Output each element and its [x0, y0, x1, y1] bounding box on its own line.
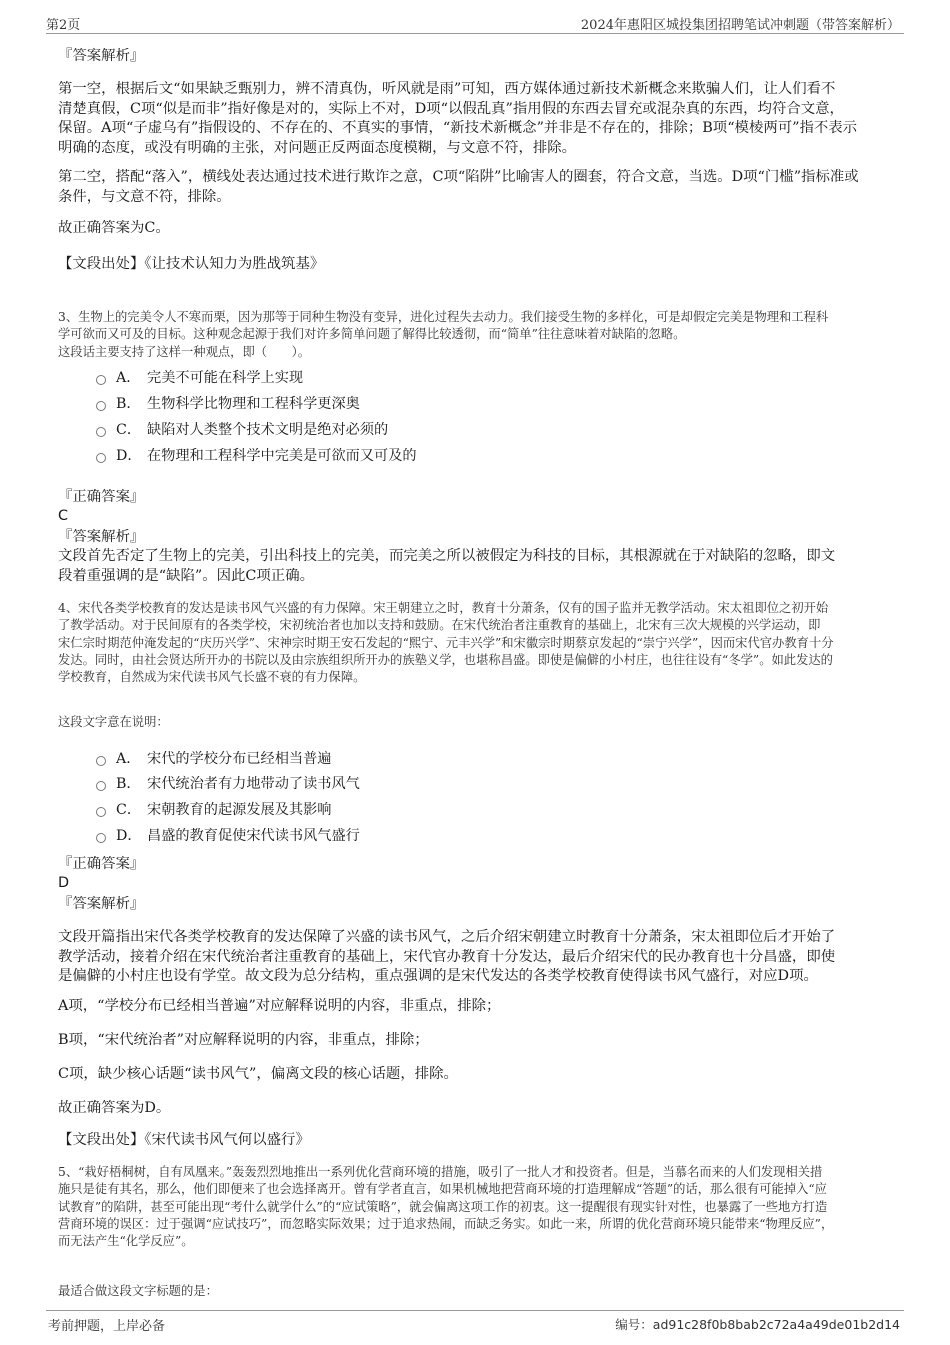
option-letter: A． [116, 369, 141, 386]
text-line: 4、宋代各类学校教育的发达是读书风气兴盛的有力保障。宋王朝建立之时，教育十分萧条，仅有的国子监并无教学活动。宋太祖即位之初开始 [58, 601, 829, 615]
q2-conclusion: 故正确答案为C。 [58, 220, 170, 236]
q4-note-a: A项，“学校分布已经相当普遍”对应解释说明的内容，非重点，排除； [58, 998, 501, 1014]
q3-option-a[interactable] [96, 367, 303, 389]
option-letter: D． [116, 447, 142, 464]
option-letter: C． [116, 421, 142, 438]
q3-option-b[interactable] [96, 393, 360, 415]
q3-option-d[interactable] [96, 445, 417, 467]
option-text: 昌盛的教育促使宋代读书风气盛行 [147, 827, 360, 844]
text-line: 清楚真假，C项“似是而非”指好像是对的，实际上不对，D项“以假乱真”指用假的东西去冒充或混杂真的东西，均符合文意， [58, 100, 844, 117]
page-number: 第2页 [46, 18, 81, 33]
q3-answer-heading: 『正确答案』 [58, 489, 145, 505]
option-text: 宋代统治者有力地带动了读书风气 [147, 775, 360, 792]
option-letter: B． [116, 395, 141, 412]
text-line: 第二空，搭配“落入”，横线处表达通过技术进行欺诈之意，C项“陷阱”比喻害人的圈套，符合文意，当选。D项“门槛”指标准或 [58, 169, 859, 185]
text-line: 施只是徒有其名，那么，他们即便来了也会选择离开。曾有学者直言，如果机械地把营商环境的打造理解成“答题”的话，那么很有可能掉入“应 [58, 1182, 827, 1197]
option-letter: C． [116, 801, 142, 818]
radio-button-icon[interactable] [96, 427, 106, 437]
text-line: 宋仁宗时期范仲淹发起的“庆历兴学”、宋神宗时期王安石发起的“熙宁、元丰兴学”和宋徽宗时期蔡京发起的“崇宁兴学”，因而宋代官办教育十分 [58, 635, 834, 650]
text-line: 营商环境的误区：过于强调“应试技巧”，而忽略实际效果；过于追求热闹，而缺乏务实。如此一来，所谓的优化营商环境只能带来“物理反应”， [58, 1216, 834, 1231]
q3-stem [58, 309, 828, 361]
q4-note-c: C项，缺少核心话题“读书风气”，偏离文段的核心话题，排除。 [58, 1066, 458, 1082]
q4-note-b: B项，“宋代统治者”对应解释说明的内容，非重点，排除； [58, 1032, 429, 1048]
text-line: 学校教育，自然成为宋代读书风气长盛不衰的有力保障。 [58, 670, 366, 685]
text-line: 而无法产生“化学反应”。 [58, 1234, 194, 1249]
text-line: 条件，与文意不符，排除。 [58, 188, 231, 205]
q4-answer-heading: 『正确答案』 [58, 856, 145, 872]
text-line: 教学活动，接着介绍在宋代统治者注重教育的基础上，宋代官办教育十分发达，最后介绍宋代的民办教育也十分昌盛，即使 [58, 948, 836, 965]
q4-stem [58, 600, 834, 686]
option-text: 在物理和工程科学中完美是可欲而又可及的 [147, 447, 417, 464]
radio-button-icon[interactable] [96, 756, 106, 766]
text-line: 5、“栽好梧桐树，自有凤凰来。”轰轰烈烈地推出一系列优化营商环境的措施，吸引了一批人才和投资者。但是，当慕名而来的人们发现相关措 [58, 1165, 823, 1179]
text-line: 学可欲而又可及的目标。这种观念起源于我们对许多简单问题了解得比较透彻，而“简单”往往意味着对缺陷的忽略。 [58, 327, 686, 342]
q3-analysis-heading: 『答案解析』 [58, 529, 145, 545]
q4-analysis [58, 928, 835, 987]
option-text: 缺陷对人类整个技术文明是绝对必须的 [147, 421, 389, 438]
text-line: 3、生物上的完美令人不寒而栗，因为那等于同种生物没有变异，进化过程失去动力。我们接受生物的多样化，可是却假定完美是物理和工程科 [58, 310, 829, 324]
radio-button-icon[interactable] [96, 453, 106, 463]
q5-prompt: 最适合做这段文字标题的是： [58, 1284, 218, 1298]
option-letter: B． [116, 775, 141, 792]
text-line: 保留。A项“子虚乌有”指假设的、不存在的、不真实的事情，“新技术新概念”并非是不存在的，排除；B项“模棱两可”指不表示 [58, 120, 858, 136]
option-text: 完美不可能在科学上实现 [147, 369, 304, 386]
q2-analysis-para2 [58, 168, 859, 207]
q4-analysis-heading: 『答案解析』 [58, 896, 145, 912]
footer-slogan: 考前押题，上岸必备 [48, 1319, 166, 1334]
document-code: 编号：ad91c28f0b8bab2c72a4a49de01b2d14 [615, 1317, 900, 1332]
q4-source: 【文段出处】《宋代读书风气何以盛行》 [58, 1132, 310, 1148]
q4-option-d[interactable] [96, 825, 360, 847]
page-footer [46, 1310, 904, 1332]
page-header [46, 12, 904, 34]
q4-option-a[interactable] [96, 748, 331, 770]
document-title: 2024年惠阳区城投集团招聘笔试冲刺题（带答案解析） [580, 18, 900, 33]
q3-analysis [58, 547, 835, 586]
radio-button-icon[interactable] [96, 375, 106, 385]
option-text: 生物科学比物理和工程科学更深奥 [147, 395, 360, 412]
q4-option-c[interactable] [96, 799, 331, 821]
text-line: 文段首先否定了生物上的完美，引出科技上的完美，而完美之所以被假定为科技的目标，其根源就在于对缺陷的忽略，即文 [58, 548, 836, 564]
radio-button-icon[interactable] [96, 781, 106, 791]
q4-prompt: 这段文字意在说明： [58, 715, 169, 729]
radio-button-icon[interactable] [96, 401, 106, 411]
q3-answer: C [58, 508, 69, 524]
text-line: 第一空，根据后文“如果缺乏甄别力，辨不清真伪，听风就是雨”可知，西方媒体通过新技术新概念来欺骗人们，让人们看不 [58, 81, 836, 97]
option-letter: A． [116, 750, 141, 767]
text-line: 这段话主要支持了这样一种观点，即（ ）。 [58, 344, 311, 359]
text-line: 试教育”的陷阱，甚至可能出现“考什么就学什么”的“应试策略”，就会偏离这项工作的初衷。这一提醒很有现实针对性，也暴露了一些地方打造 [58, 1199, 828, 1214]
q2-analysis-heading: 『答案解析』 [58, 48, 145, 64]
text-line: 发达。同时，由社会贤达所开办的书院以及由宗族组织所开办的族塾义学，也堪称昌盛。即使是偏僻的小村庄，也往往设有“冬学”。如此发达的 [58, 652, 833, 667]
text-line: 了教学活动。对于民间原有的各类学校，宋初统治者也加以支持和鼓励。在宋代统治者注重教育的基础上，北宋有三次大规模的兴学运动，即 [58, 618, 821, 633]
radio-button-icon[interactable] [96, 833, 106, 843]
q4-option-b[interactable] [96, 773, 360, 795]
q4-conclusion: 故正确答案为D。 [58, 1100, 171, 1116]
q5-stem [58, 1164, 833, 1250]
option-text: 宋代的学校分布已经相当普遍 [147, 750, 332, 767]
q3-option-c[interactable] [96, 419, 388, 441]
option-text: 宋朝教育的起源发展及其影响 [147, 801, 332, 818]
text-line: 明确的态度，或没有明确的主张，对问题正反两面态度模糊，与文意不符，排除。 [58, 139, 577, 156]
text-line: 文段开篇指出宋代各类学校教育的发达保障了兴盛的读书风气，之后介绍宋朝建立时教育十分萧条，宋太祖即位后才开始了 [58, 929, 836, 945]
radio-button-icon[interactable] [96, 807, 106, 817]
option-letter: D． [116, 827, 142, 844]
q2-source: 【文段出处】《让技术认知力为胜战筑基》 [58, 256, 325, 272]
q2-analysis-para1 [58, 80, 857, 158]
text-line: 段着重强调的是“缺陷”。因此C项正确。 [58, 567, 314, 584]
text-line: 是偏僻的小村庄也设有学堂。故文段为总分结构，重点强调的是宋代发达的各类学校教育使得读书风气盛行，对应D项。 [58, 968, 818, 984]
q4-answer: D [58, 875, 70, 891]
